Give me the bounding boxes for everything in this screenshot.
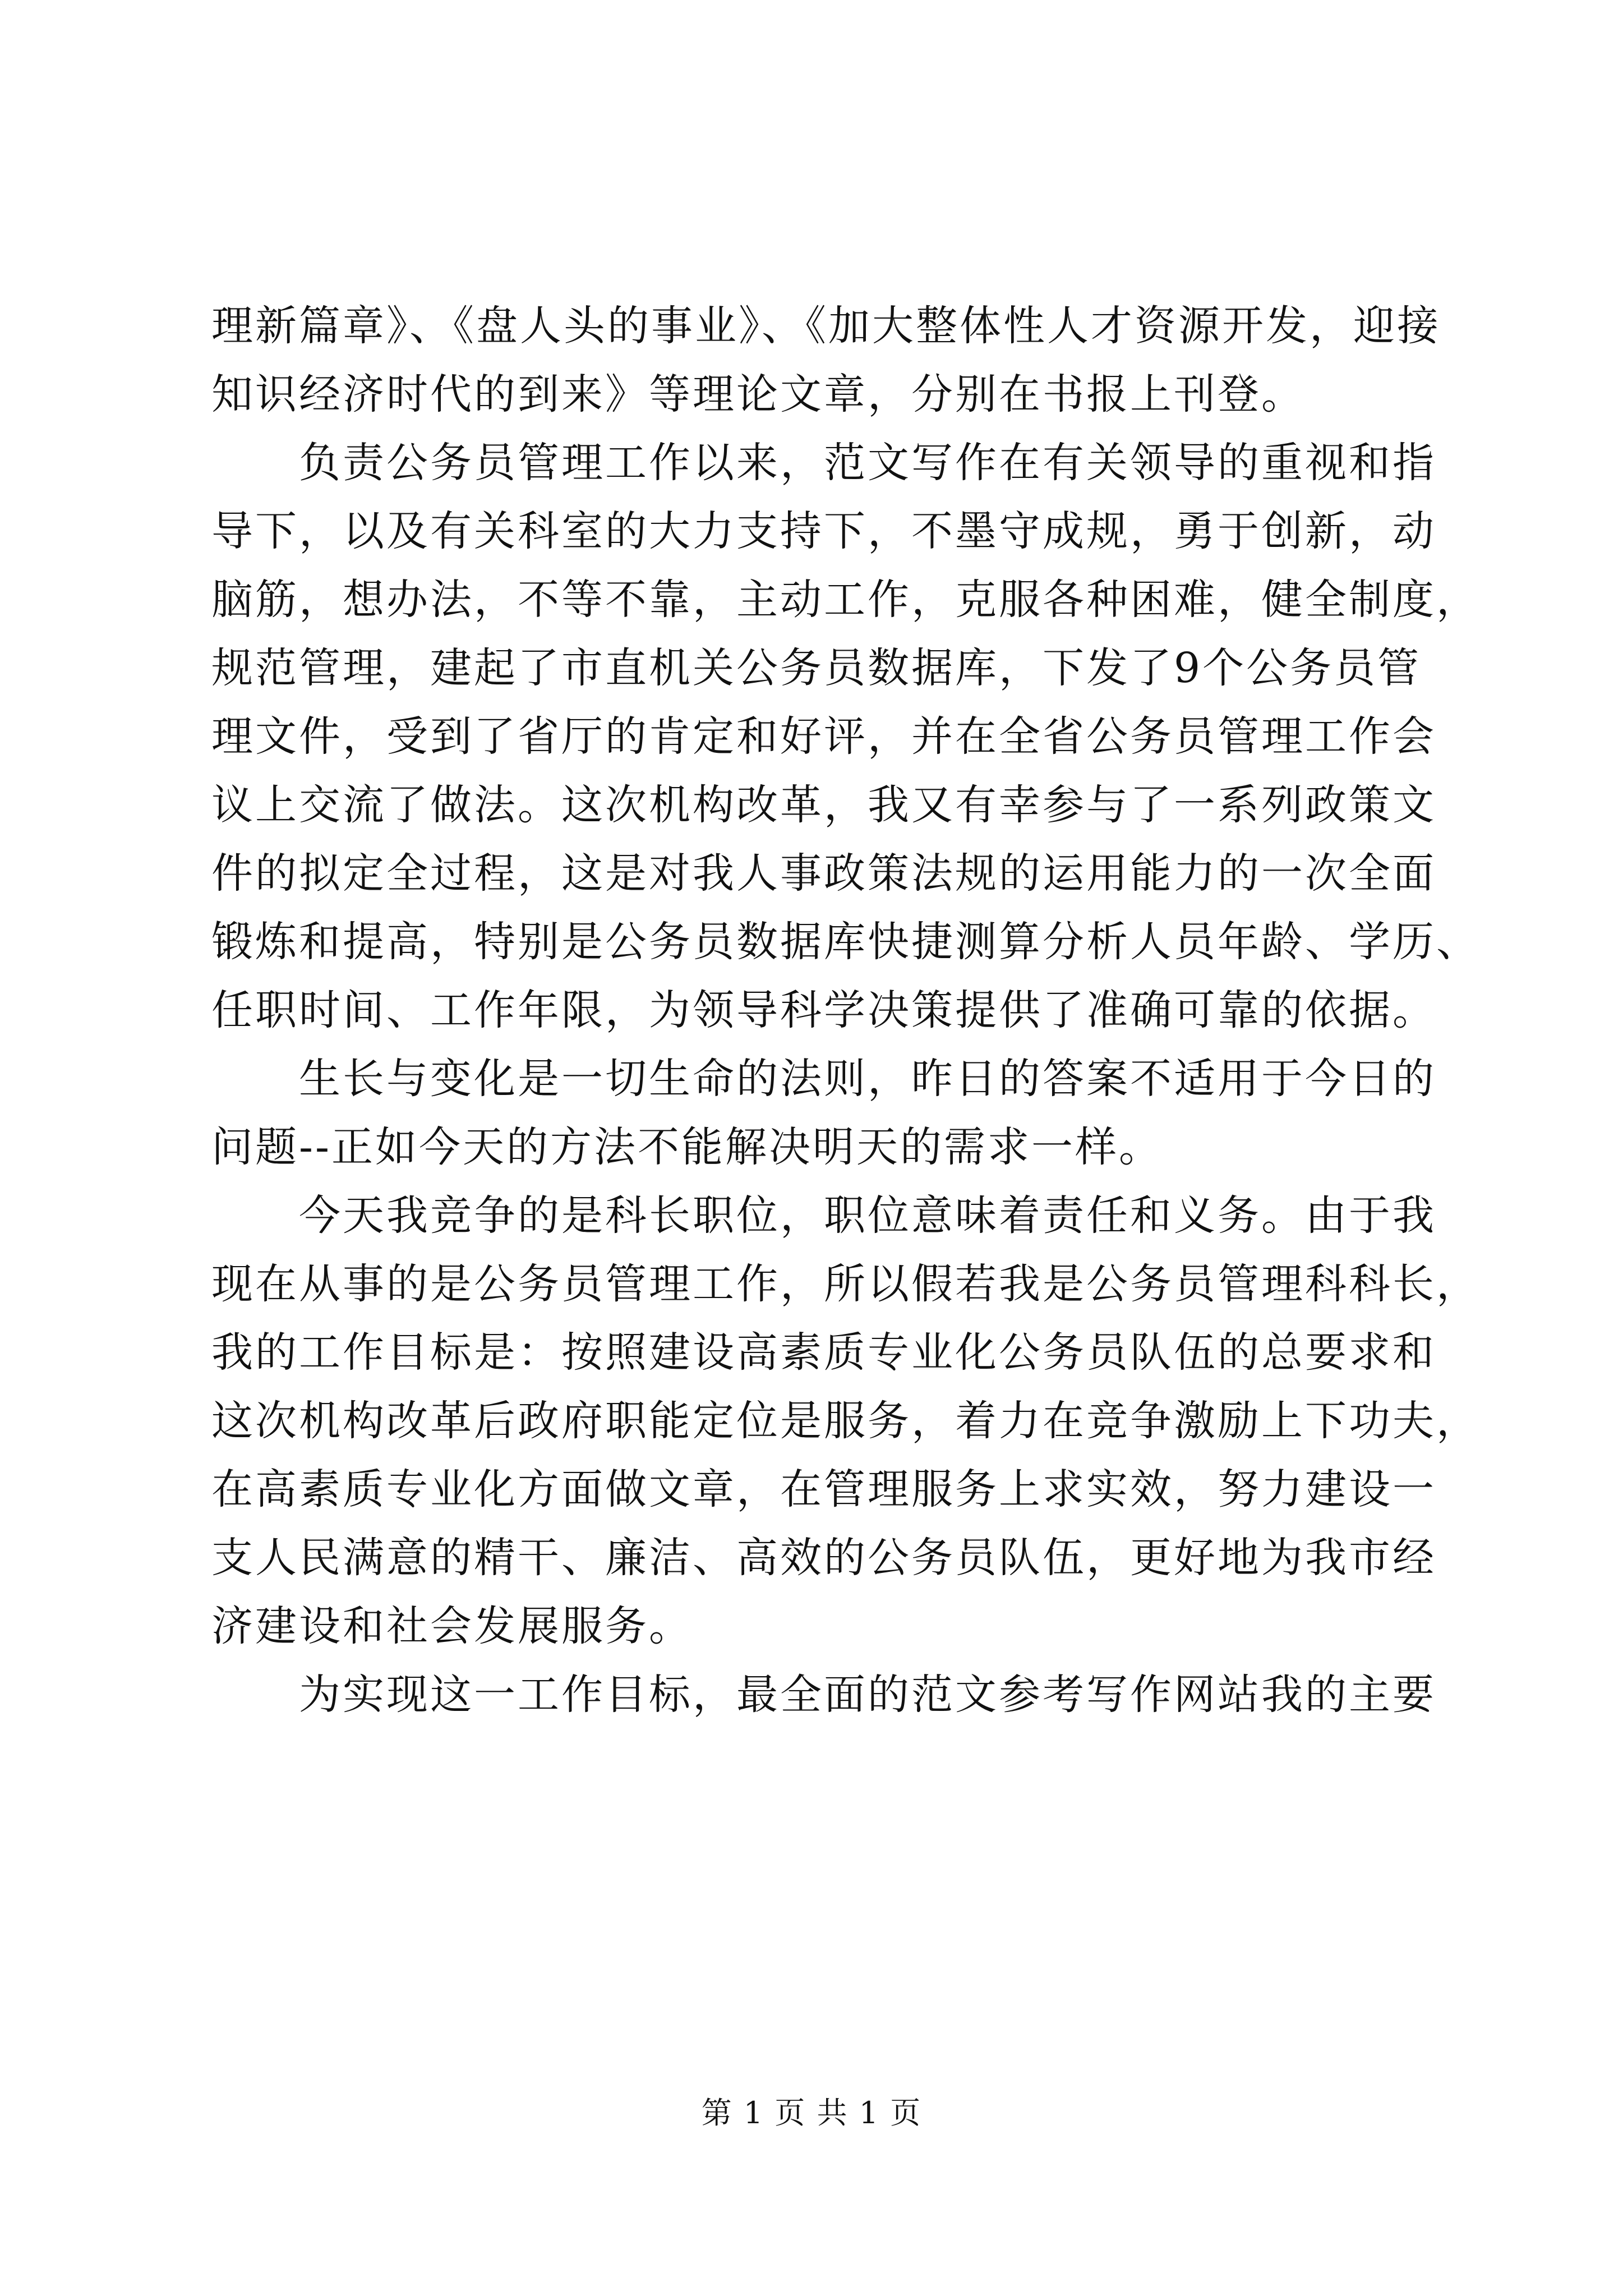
text-line: 脑筋，想办法，不等不靠，主动工作，克服各种困难，健全制度， <box>211 576 1480 624</box>
text-line: 锻炼和提高，特别是公务员数据库快捷测算分析人员年龄、学历、 <box>211 918 1480 966</box>
page-number-label: 第 1 页 共 1 页 <box>701 2095 922 2131</box>
text-line: 我的工作目标是：按照建设高素质专业化公务员队伍的总要求和 <box>211 1328 1436 1377</box>
text-line: 件的拟定全过程，这是对我人事政策法规的运用能力的一次全面 <box>211 849 1436 898</box>
text-line: 问题--正如今天的方法不能解决明天的需求一样。 <box>211 1123 1163 1171</box>
text-line: 知识经济时代的到来》等理论文章，分别在书报上刊登。 <box>211 370 1305 418</box>
text-line: 导下，以及有关科室的大力支持下，不墨守成规，勇于创新，动 <box>211 507 1436 555</box>
text-line: 负责公务员管理工作以来，范文写作在有关领导的重视和指 <box>299 439 1436 487</box>
paragraph-5 <box>211 1660 1436 1729</box>
text-line: 议上交流了做法。这次机构改革，我又有幸参与了一系列政策文 <box>211 781 1436 829</box>
text-line: 这次机构改革后政府职能定位是服务，着力在竞争激励上下功夫， <box>211 1397 1480 1445</box>
paragraph-4 <box>211 1181 1480 1660</box>
document-body <box>211 292 1480 1729</box>
paragraph-1 <box>211 292 1441 429</box>
paragraph-3 <box>211 1045 1436 1181</box>
page-footer <box>0 2095 1623 2131</box>
text-line: 理新篇章》、《盘人头的事业》、《加大整体性人才资源开发，迎接 <box>211 302 1441 350</box>
text-line: 今天我竞争的是科长职位，职位意味着责任和义务。由于我 <box>299 1191 1436 1240</box>
text-line: 支人民满意的精干、廉洁、高效的公务员队伍，更好地为我市经 <box>211 1534 1436 1582</box>
text-line: 理文件，受到了省厅的肯定和好评，并在全省公务员管理工作会 <box>211 712 1436 761</box>
text-line: 为实现这一工作目标，最全面的范文参考写作网站我的主要 <box>299 1671 1436 1719</box>
text-line: 在高素质专业化方面做文章，在管理服务上求实效，努力建设一 <box>211 1465 1436 1513</box>
text-line: 规范管理，建起了市直机关公务员数据库，下发了9个公务员管 <box>211 644 1422 692</box>
paragraph-2 <box>211 429 1480 1045</box>
text-line: 济建设和社会发展服务。 <box>211 1602 693 1650</box>
text-line: 生长与变化是一切生命的法则，昨日的答案不适用于今日的 <box>299 1055 1436 1103</box>
text-line: 现在从事的是公务员管理工作，所以假若我是公务员管理科科长， <box>211 1260 1480 1308</box>
text-line: 任职时间、工作年限，为领导科学决策提供了准确可靠的依据。 <box>211 986 1436 1034</box>
